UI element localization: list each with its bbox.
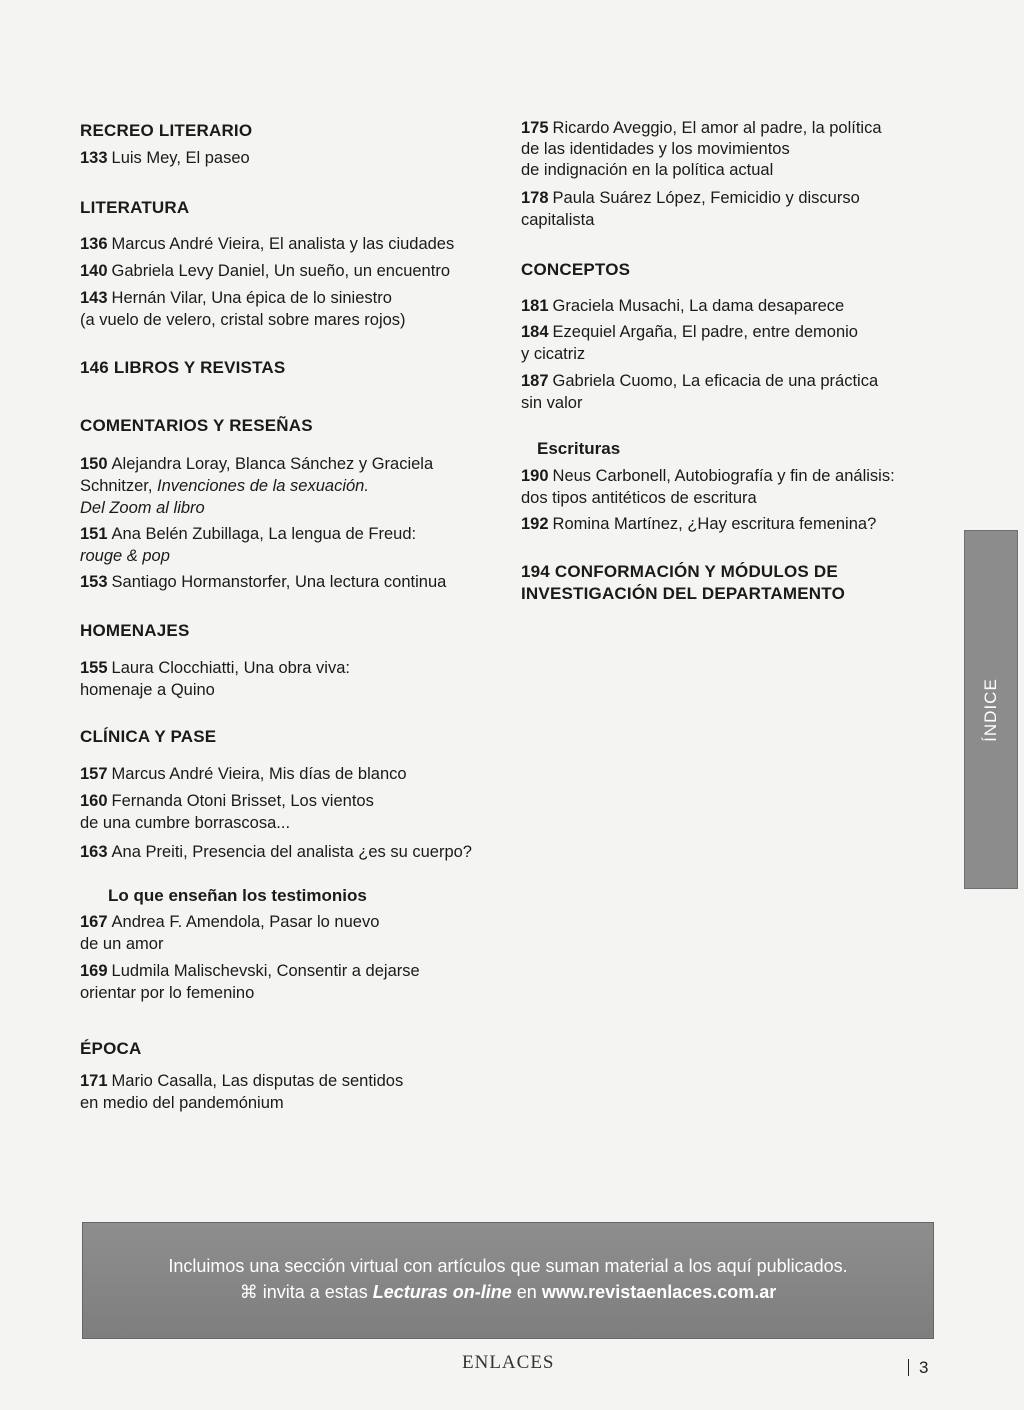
toc-entry-171: 171 Mario Casalla, Las disputas de sentidos en medio del pandemónium (80, 1072, 404, 1112)
banner-line-1: Incluimos una sección virtual con artículos que suman material a los aquí publicados. (168, 1256, 848, 1276)
toc-entry-153: 153 Santiago Hormanstorfer, Una lectura continua (80, 573, 447, 591)
toc-entry-136: 136 Marcus André Vieira, El analista y las ciudades (80, 235, 455, 253)
section-title-libros: 146 LIBROS Y REVISTAS (80, 358, 286, 377)
section-title-conceptos: CONCEPTOS (521, 260, 631, 279)
toc-entry-169: 169 Ludmila Malischevski, Consentir a dejarse orientar por lo femenino (80, 962, 420, 1002)
banner-line-2: ⌘ invita a estas Lecturas on-line en www.revistaenlaces.com.ar (239, 1282, 777, 1302)
index-side-tab-label: ÍNDICE (981, 677, 1000, 742)
section-title-literatura: LITERATURA (80, 198, 190, 217)
subsection-title-testimonios: Lo que enseñan los testimonios (108, 886, 367, 905)
page-number: 3 (908, 1358, 928, 1378)
toc-entry-140: 140 Gabriela Levy Daniel, Un sueño, un encuentro (80, 262, 450, 280)
toc-entry-150: 150 Alejandra Loray, Blanca Sánchez y Graciela Schnitzer, Invenciones de la sexuación. Del Zoom al libro (80, 455, 434, 517)
section-title-homenajes: HOMENAJES (80, 621, 190, 640)
toc-entry-190: 190 Neus Carbonell, Autobiografía y fin de análisis: dos tipos antitéticos de escritura (521, 467, 895, 507)
toc-entry-181: 181 Graciela Musachi, La dama desaparece (521, 297, 845, 315)
toc-entry-143: 143 Hernán Vilar, Una épica de lo siniestro (a vuelo de velero, cristal sobre mares rojos) (80, 289, 406, 329)
online-readings-banner (82, 1222, 934, 1339)
section-title-comentarios: COMENTARIOS Y RESEÑAS (80, 416, 313, 435)
toc-entry-178: 178 Paula Suárez López, Femicidio y discurso capitalista (521, 189, 860, 229)
toc-entry-175: 175 Ricardo Aveggio, El amor al padre, la política de las identidades y los movimientos de indignación en la política actual (521, 119, 882, 179)
toc-entry-160: 160 Fernanda Otoni Brisset, Los vientos de una cumbre borrascosa... (80, 792, 374, 832)
page-number-divider (908, 1359, 909, 1376)
section-title-conformacion: 194 CONFORMACIÓN Y MÓDULOS DE INVESTIGACIÓN DEL DEPARTAMENTO (521, 562, 845, 603)
index-side-tab (964, 530, 1018, 889)
toc-entry-155: 155 Laura Clocchiatti, Una obra viva: homenaje a Quino (80, 659, 350, 699)
section-title-recreo: RECREO LITERARIO (80, 121, 253, 140)
toc-entry-157: 157 Marcus André Vieira, Mis días de blanco (80, 765, 407, 783)
toc-entry-192: 192 Romina Martínez, ¿Hay escritura femenina? (521, 515, 877, 533)
enlaces-logo: ENLACES (462, 1352, 555, 1373)
section-title-clinica: CLÍNICA Y PASE (80, 727, 217, 746)
toc-entry-163: 163 Ana Preiti, Presencia del analista ¿es su cuerpo? (80, 843, 472, 861)
toc-entry-133: 133 Luis Mey, El paseo (80, 149, 250, 167)
toc-entry-151: 151 Ana Belén Zubillaga, La lengua de Freud: rouge & pop (80, 525, 417, 565)
toc-entry-167: 167 Andrea F. Amendola, Pasar lo nuevo de un amor (80, 913, 380, 953)
section-title-epoca: ÉPOCA (80, 1039, 142, 1058)
toc-entry-184: 184 Ezequiel Argaña, El padre, entre demonio y cicatriz (521, 323, 858, 363)
website-link[interactable]: www.revistaenlaces.com.ar (541, 1282, 777, 1302)
toc-entry-187: 187 Gabriela Cuomo, La eficacia de una práctica sin valor (521, 372, 879, 412)
subsection-title-escrituras: Escrituras (537, 439, 621, 458)
